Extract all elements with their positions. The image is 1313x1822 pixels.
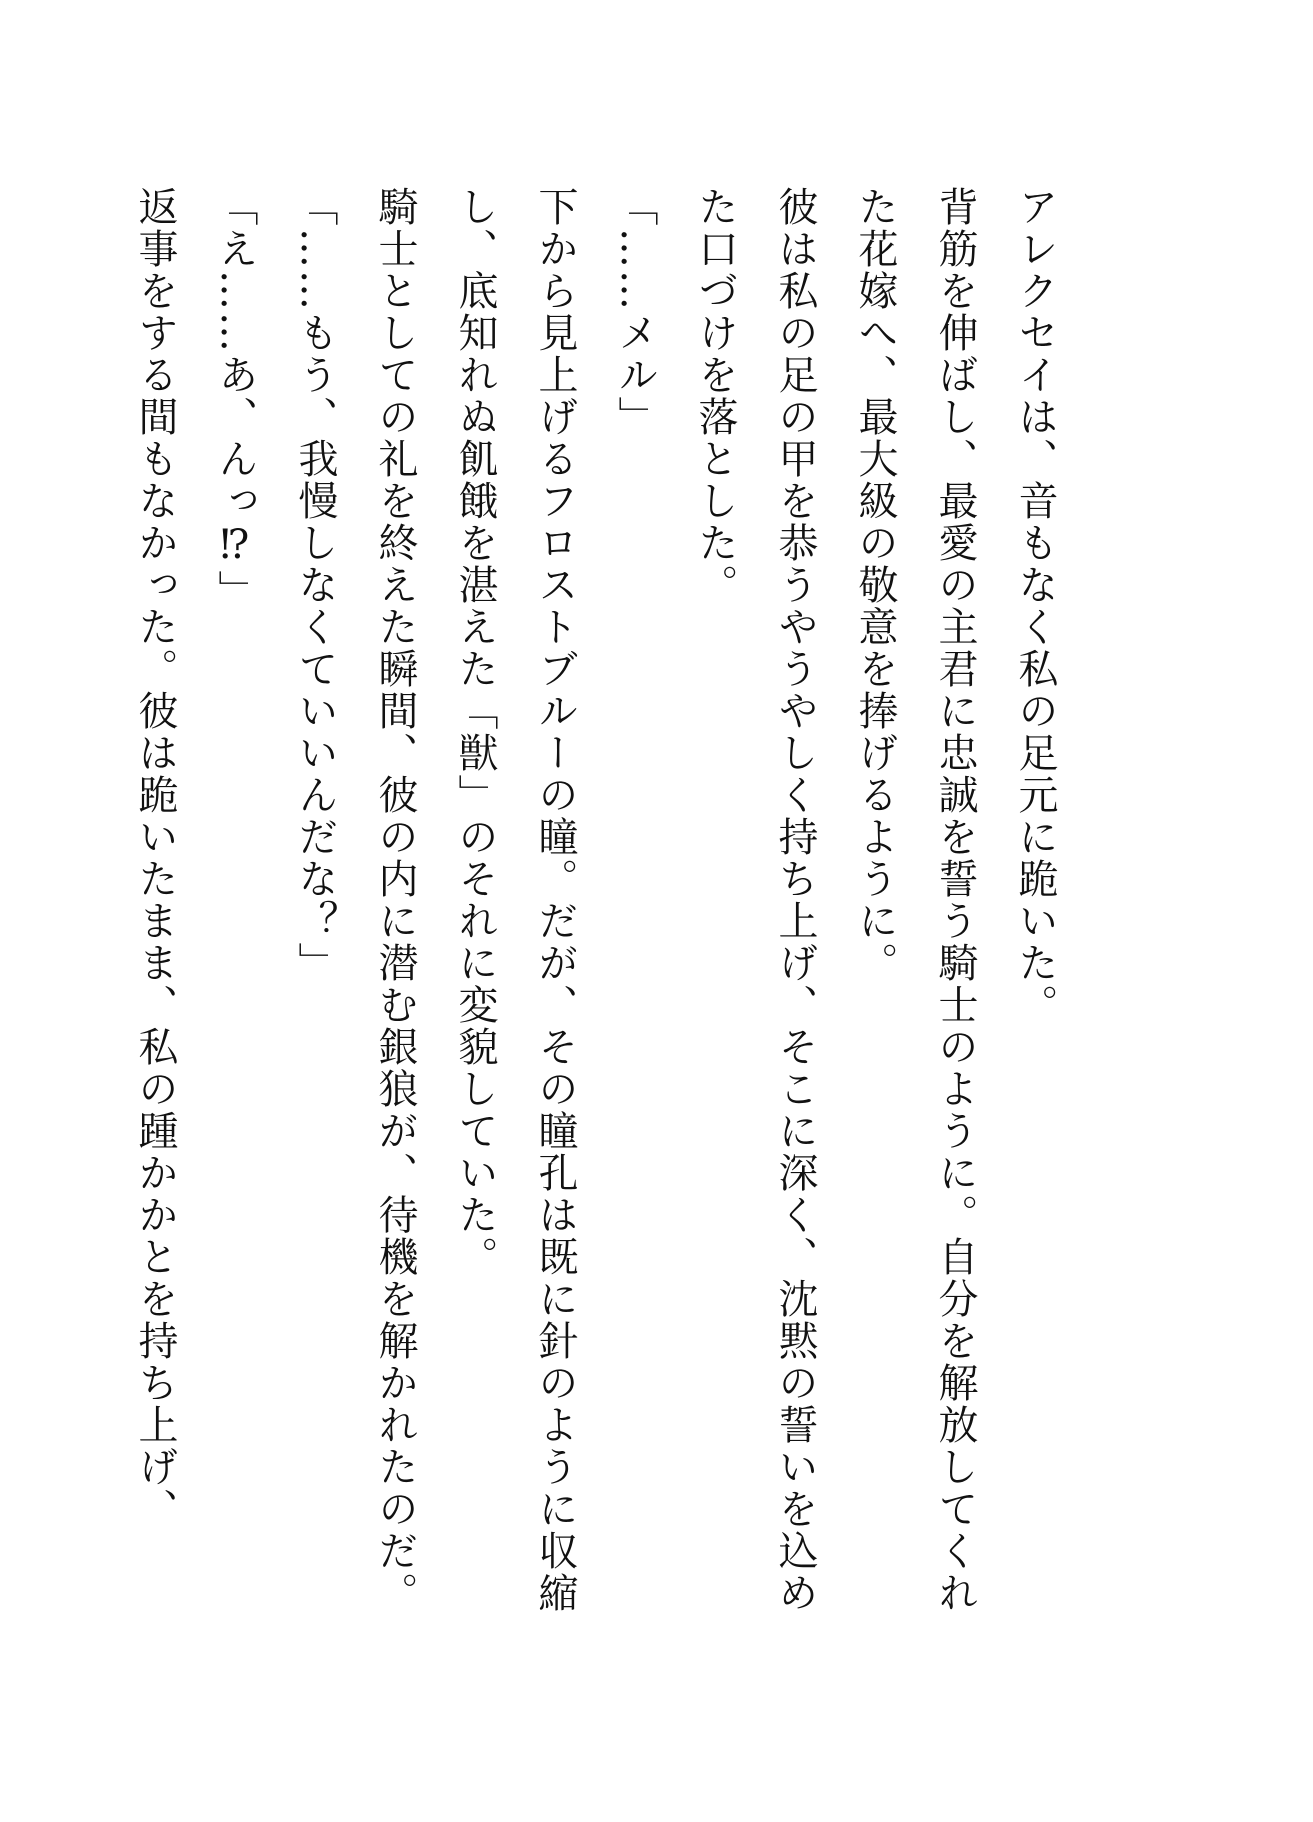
paragraph-7: 「……もう、我慢しなくていいんだな？」 <box>292 186 338 984</box>
paragraph-2: 背筋を伸ばし、最愛の主君に忠誠を誓う騎士のように。自分を解放してくれた花嫁へ、最大級の敬意を捧げるように。 <box>852 186 978 1614</box>
paragraph-8: 「え……あ、んっ⁉」 <box>212 186 258 612</box>
paragraph-9: 返事をする間もなかった。彼は跪いたまま、私の踵かかとを持ち上げ、 <box>132 186 178 1530</box>
paragraph-6: 騎士としての礼を終えた瞬間、彼の内に潜む銀狼が、待機を解かれたのだ。 <box>372 186 418 1614</box>
paragraph-1: アレクセイは、音もなく私の足元に跪いた。 <box>1012 186 1058 1026</box>
paragraph-3: 彼は私の足の甲を恭うやうやしく持ち上げ、そこに深く、沈黙の誓いを込めた口づけを落とした。 <box>692 186 818 1614</box>
vertical-text-block <box>115 186 1075 1626</box>
paragraph-4: 「……メル」 <box>612 186 658 438</box>
paragraph-5: 下から見上げるフロストブルーの瞳。だが、その瞳孔は既に針のように収縮し、底知れぬ飢餓を湛えた「獣」のそれに変貌していた。 <box>452 186 578 1614</box>
